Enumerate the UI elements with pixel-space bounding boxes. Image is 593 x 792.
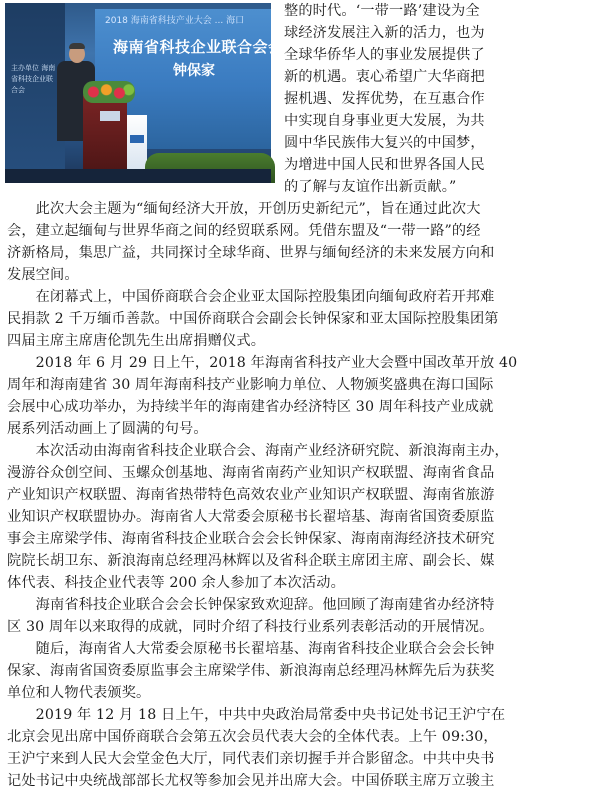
text-line: 保家、海南省国资委原监事会主席梁学伟、新浪海南总经理冯林辉先后为获奖 (7, 663, 495, 679)
podium-logo (100, 111, 120, 121)
text-line: 2019 年 12 月 18 日上午，中共中央政治局常委中央书记处书记王沪宁在 (7, 707, 506, 723)
text-line: 为增进中国人民和世界各国人民 (284, 157, 485, 173)
text-line: 发展空间。 (7, 267, 79, 283)
photo-side-text: 主办单位 海南省科技企业联合会 (11, 64, 56, 94)
text-line: 海南省科技企业联合会会长钟保家致欢迎辞。他回顾了海南建省办经济特 (7, 597, 495, 613)
flower-arrangement (83, 81, 135, 103)
podium (83, 95, 127, 171)
speaker-hair (69, 43, 85, 49)
text-line: 区 30 周年以来取得的成就，同时介绍了科技行业系列表彰活动的开展情况。 (7, 619, 494, 635)
stand-badge (130, 135, 144, 143)
text-line: 整的时代。‘一带一路’建设为全 (284, 3, 480, 19)
photo-banner-subtitle: 钟保家 (173, 63, 215, 79)
event-photo (5, 3, 300, 183)
text-line: 在闭幕式上，中国侨商联合会企业亚太国际控股集团向缅甸政府若开邦难 (7, 289, 495, 305)
text-line: 四届主席主席唐伦凯先生出席捐赠仪式。 (7, 333, 266, 349)
text-line: 民捐款 2 千万缅币善款。中国侨商联合会副会长钟保家和亚太国际控股集团第 (7, 311, 499, 327)
text-line: 周年和海南建省 30 周年海南科技产业影响力单位、人物颁奖盛典在海口国际 (7, 377, 494, 393)
text-line: 本次活动由海南省科技企业联合会、海南产业经济研究院、新浪海南主办， (7, 443, 509, 459)
stage-floor (5, 169, 271, 183)
text-line: 中实现自身事业更大发展，为共 (284, 113, 485, 129)
text-line: 产业知识产权联盟、海南省热带特色高效农业产业知识产权联盟、海南省旅游 (7, 487, 495, 503)
text-line: 展系列活动画上了圆满的句号。 (7, 421, 208, 437)
text-line: 此次大会主题为“缅甸经济大开放，开创历史新纪元”，旨在通过此次大 (7, 201, 481, 217)
photo-banner-title: 海南省科技企业联合会会长 (113, 38, 300, 56)
text-line: 新的机遇。衷心希望广大华商把 (284, 69, 485, 85)
text-line: 漫游谷众创空间、玉螺众创基地、海南省南药产业知识产权联盟、海南省食品 (7, 465, 495, 481)
text-line: 业知识产权联盟协办。海南省人大常委会原秘书长翟培基、海南省国资委原监 (7, 509, 495, 525)
text-line: 王沪宁来到人民大会堂金色大厅，同代表们亲切握手并合影留念。中共中央书 (7, 751, 495, 767)
text-line: 北京会见出席中国侨商联合会第五次会员代表大会的全体代表。上午 09:30， (7, 729, 498, 745)
text-line: 的了解与友谊作出新贡献。” (284, 179, 457, 195)
text-line: 2018 年 6 月 29 日上午，2018 年海南省科技产业大会暨中国改革开放 40 (7, 355, 518, 371)
text-line: 单位和人物代表颁奖。 (7, 685, 151, 701)
text-line: 院院长胡卫东、新浪海南总经理冯林辉以及省科企联主席团主席、副会长、媒 (7, 553, 495, 569)
text-line: 济新格局，集思广益，共同探讨全球华商、世界与缅甸经济的未来发展方向和 (7, 245, 495, 261)
photo-banner-top: 2018 海南省科技产业大会 ... 海口 (105, 16, 245, 26)
text-line: 记处书记中央统战部部长尤权等参加会见并出席大会。中国侨联主席万立骏主 (7, 773, 495, 789)
text-line: 握机遇、发挥优势，在互惠合作 (284, 91, 485, 107)
text-line: 随后，海南省人大常委会原秘书长翟培基、海南省科技企业联合会会长钟 (7, 641, 495, 657)
text-line: 圆中华民族伟大复兴的中国梦， (284, 135, 485, 151)
text-line: 全球华侨华人的事业发展提供了 (284, 47, 485, 63)
text-line: 事会主席梁学伟、海南省科技企业联合会会长钟保家、海南南海经济技术研究 (7, 531, 495, 547)
text-line: 体代表、科技企业代表等 200 余人参加了本次活动。 (7, 575, 345, 591)
text-line: 会，建立起缅甸与世界华商之间的经贸联系网。凭借东盟及“一带一路”的经 (7, 223, 481, 239)
text-line: 球经济发展注入新的活力，也为 (284, 25, 485, 41)
text-line: 会展中心成功举办，为持续半年的海南建省办经济特区 30 周年科技产业成就 (7, 399, 494, 415)
display-stand (127, 115, 147, 171)
